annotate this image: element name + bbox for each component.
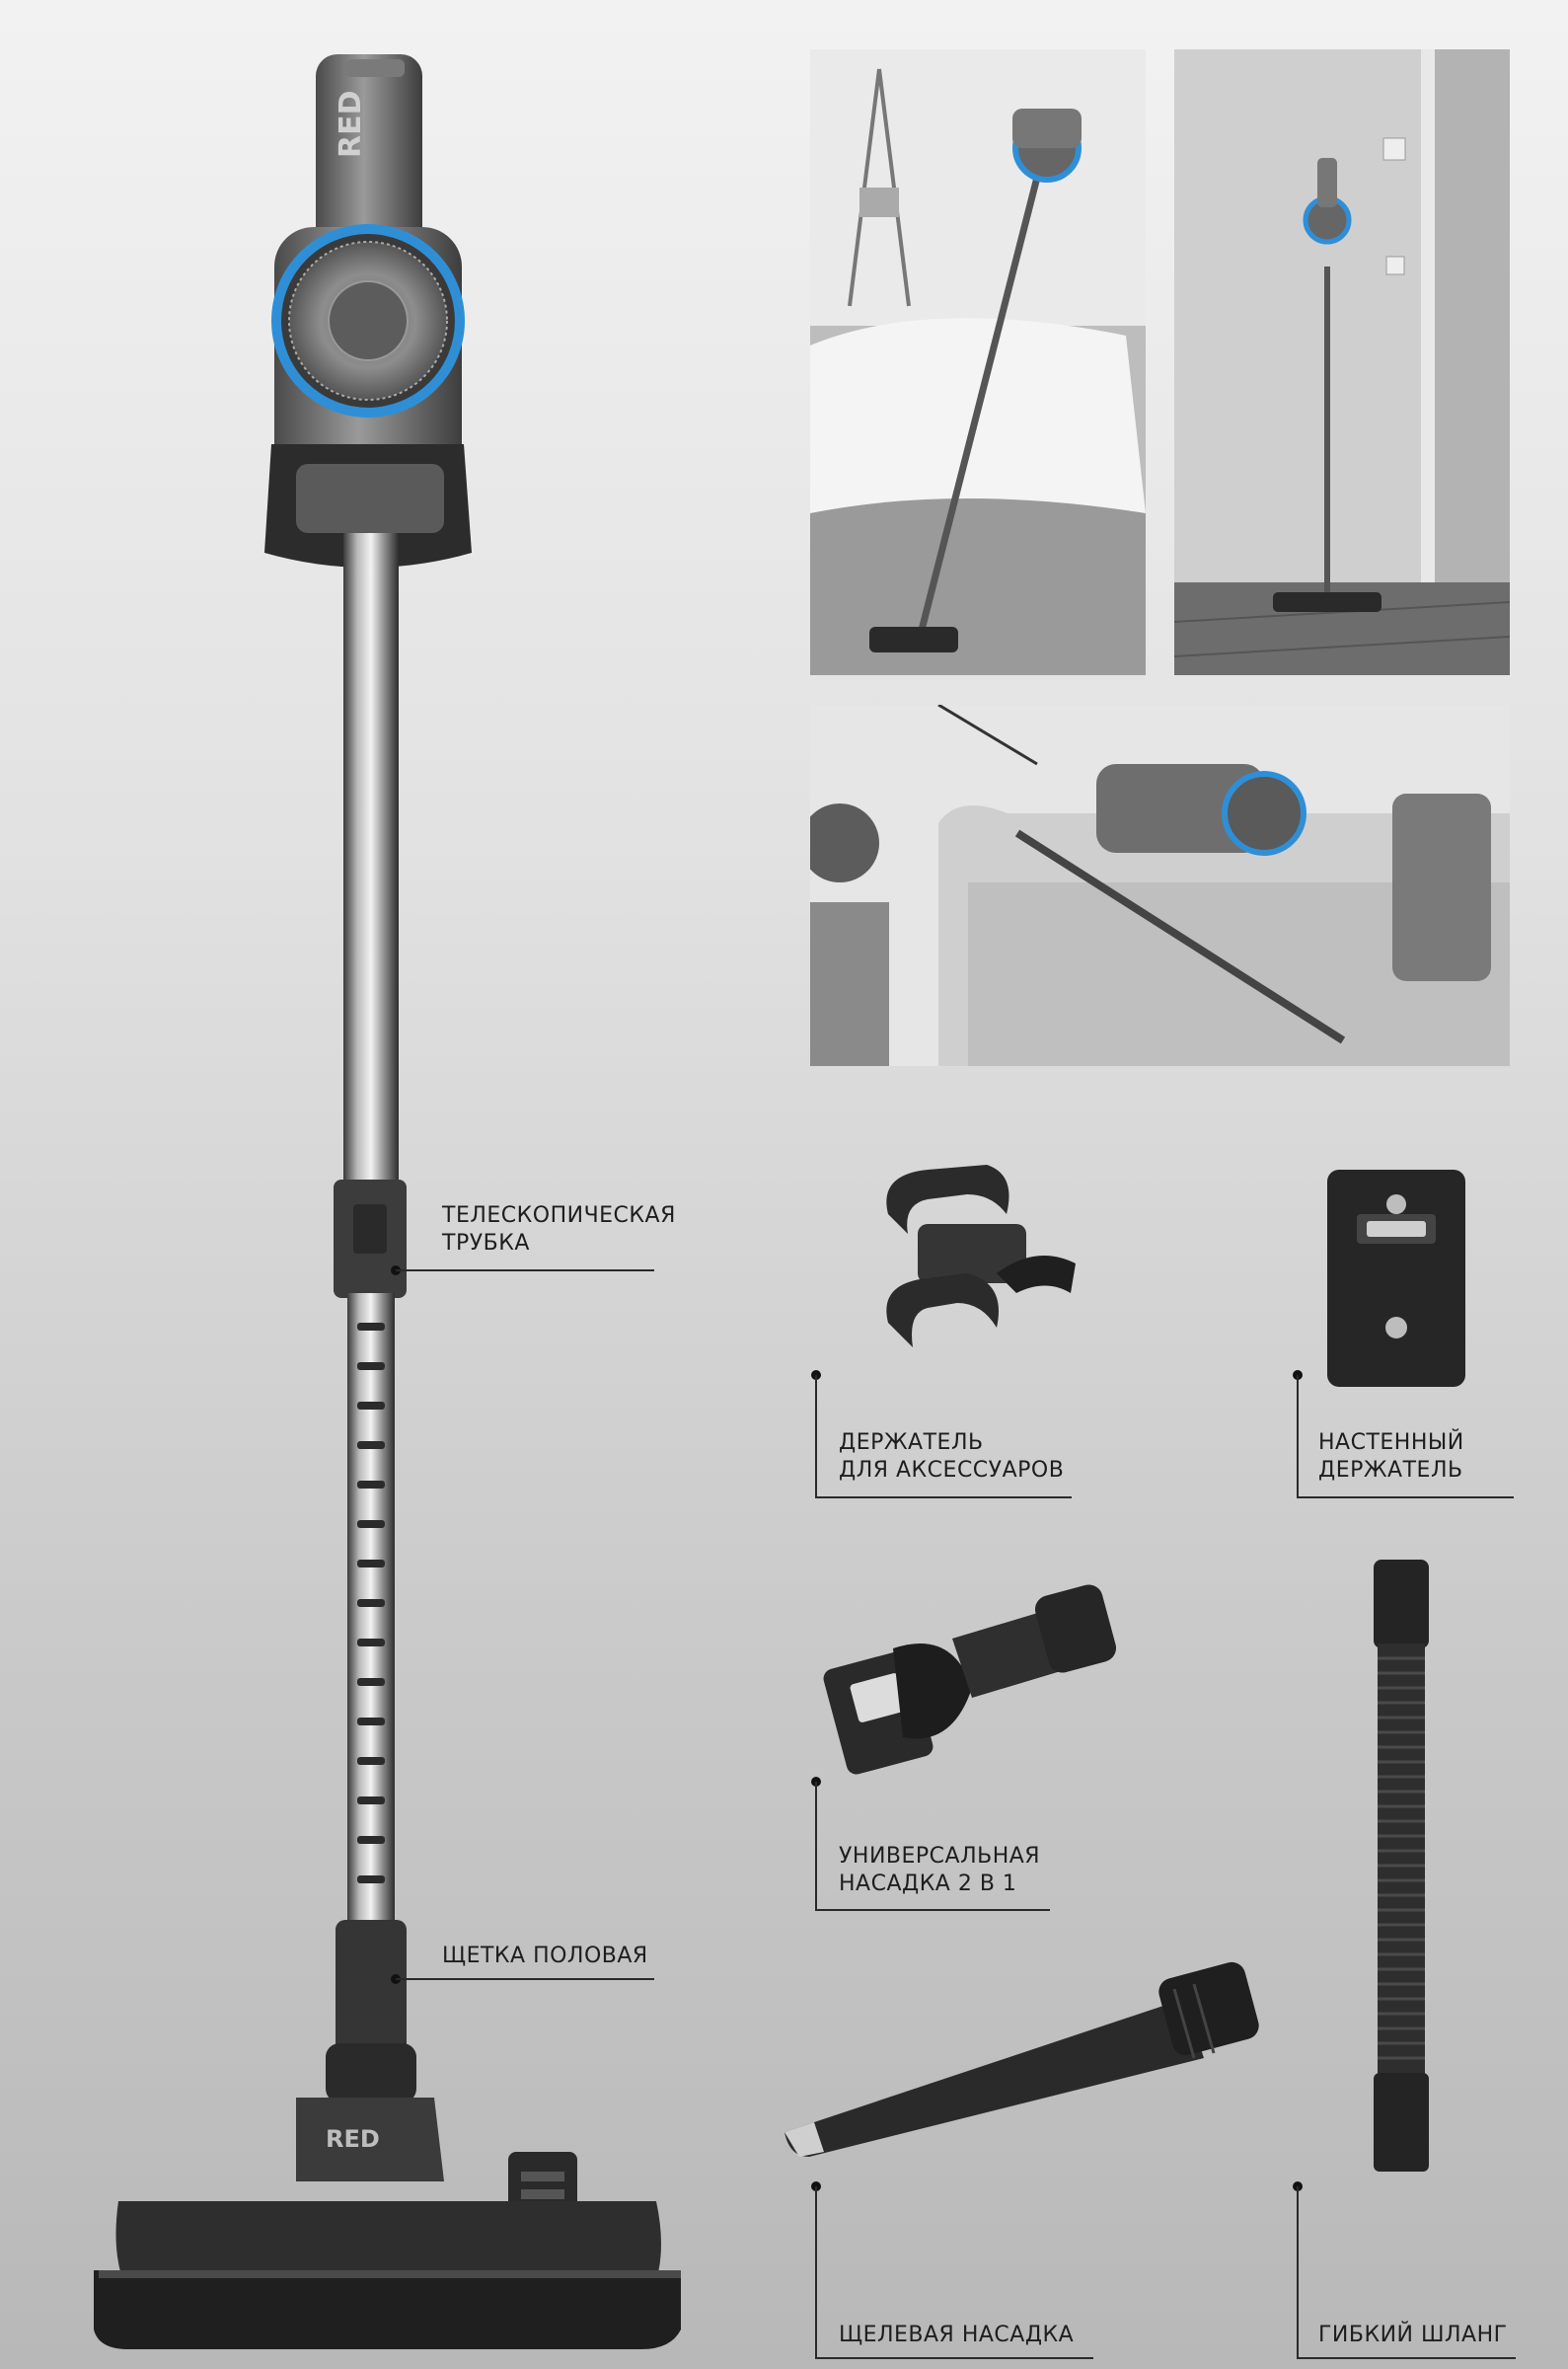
label-universal-nozzle: УНИВЕРСАЛЬНАЯ НАСАДКА 2 В 1: [839, 1844, 1041, 1896]
accessory-holder-image: [859, 1155, 1095, 1392]
callout-line: [396, 1269, 654, 1271]
label-floor-brush: ЩЕТКА ПОЛОВАЯ: [442, 1944, 648, 1968]
crevice-nozzle-image: [770, 1949, 1263, 2167]
callout-line: [815, 2357, 1093, 2359]
callout-line: [396, 1978, 654, 1980]
brand-logo: [334, 91, 368, 159]
callout-line: [815, 1375, 817, 1497]
hallway-photo: [1174, 49, 1510, 675]
svg-text:RED: RED: [334, 90, 368, 158]
callout-line: [1297, 2186, 1299, 2358]
callout-line: [815, 1496, 1072, 1498]
wall-holder-image: [1317, 1160, 1475, 1397]
callout-line: [1297, 1375, 1299, 1497]
label-telescopic-tube: ТЕЛЕСКОПИЧЕСКАЯ ТРУБКА: [442, 1203, 676, 1256]
sofa-photo: [810, 705, 1510, 1066]
bedroom-photo: [810, 49, 1146, 675]
callout-line: [1297, 2357, 1516, 2359]
flexible-hose-image: [1362, 1550, 1441, 2181]
callout-line: [815, 2186, 817, 2358]
callout-line: [815, 1909, 1050, 1911]
svg-text:RED: RED: [326, 2125, 380, 2153]
brush-logo: [326, 2125, 380, 2153]
callout-line: [815, 1782, 817, 1910]
label-flexible-hose: ГИБКИЙ ШЛАНГ: [1318, 2323, 1508, 2347]
universal-nozzle-image: [804, 1579, 1130, 1796]
callout-line: [1297, 1496, 1514, 1498]
label-wall-holder: НАСТЕННЫЙ ДЕРЖАТЕЛЬ: [1318, 1430, 1464, 1483]
vacuum-cleaner-illustration: [0, 0, 750, 2369]
label-crevice-nozzle: ЩЕЛЕВАЯ НАСАДКА: [839, 2323, 1075, 2347]
tube-notches: [357, 1323, 385, 1883]
label-accessory-holder: ДЕРЖАТЕЛЬ ДЛЯ АКСЕССУАРОВ: [839, 1430, 1065, 1483]
